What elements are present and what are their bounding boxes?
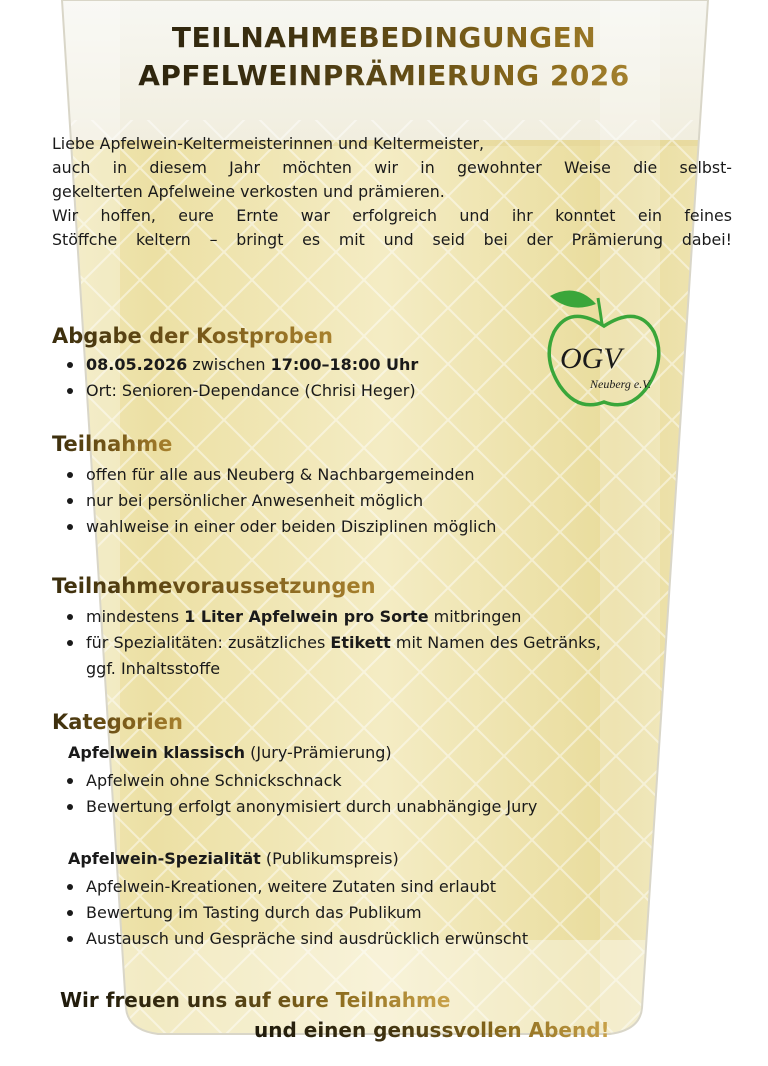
list-item: Bewertung im Tasting durch das Publikum bbox=[64, 900, 528, 926]
abgabe-list bbox=[64, 352, 418, 404]
list-item bbox=[64, 604, 601, 630]
delivery-date: 08.05.2026 bbox=[86, 355, 188, 374]
category-note: (Jury-Prämierung) bbox=[245, 743, 392, 762]
list-item bbox=[64, 630, 601, 682]
list-item: nur bei persönlicher Anwesenheit möglich bbox=[64, 488, 496, 514]
closing-line-2: und einen genussvollen Abend! bbox=[254, 1018, 610, 1042]
requirement-highlight: 1 Liter Apfelwein pro Sorte bbox=[184, 607, 429, 626]
category-klassisch-list bbox=[64, 768, 537, 820]
list-item: Bewertung erfolgt anonymisiert durch unabhängige Jury bbox=[64, 794, 537, 820]
requirement-text: ggf. Inhaltsstoffe bbox=[86, 659, 221, 678]
category-klassisch-title bbox=[68, 740, 392, 766]
category-name: Apfelwein-Spezialität bbox=[68, 849, 261, 868]
delivery-time: 17:00–18:00 Uhr bbox=[270, 355, 419, 374]
intro-text bbox=[52, 132, 732, 252]
intro-line: Liebe Apfelwein-Keltermeisterinnen und Keltermeister, bbox=[52, 134, 485, 153]
logo-subtitle: Neuberg e.V. bbox=[590, 377, 651, 391]
ogv-apple-logo bbox=[540, 284, 672, 416]
intro-line: Stöffche keltern – bringt es mit und seid bei der Prämierung dabei! bbox=[52, 230, 732, 249]
page-title-line-1: TEILNAHMEBEDINGUNGEN bbox=[0, 20, 768, 56]
intro-line: Wir hoffen, eure Ernte war erfolgreich und ihr konntet ein feines bbox=[52, 206, 732, 225]
list-item bbox=[64, 352, 418, 378]
requirement-highlight: Etikett bbox=[330, 633, 391, 652]
section-heading-kategorien: Kategorien bbox=[52, 710, 183, 734]
category-note: (Publikumspreis) bbox=[260, 849, 399, 868]
requirement-text: für Spezialitäten: zusätzliches bbox=[86, 633, 331, 652]
intro-line: auch in diesem Jahr möchten wir in gewohnter Weise die selbst- bbox=[52, 158, 732, 177]
list-item: Ort: Senioren-Dependance (Chrisi Heger) bbox=[64, 378, 418, 404]
requirement-text: mindestens bbox=[86, 607, 185, 626]
requirement-text: mitbringen bbox=[428, 607, 522, 626]
delivery-between: zwischen bbox=[192, 355, 266, 374]
list-item: Apfelwein ohne Schnickschnack bbox=[64, 768, 537, 794]
section-heading-teilnahme: Teilnahme bbox=[52, 432, 173, 456]
list-item: Austausch und Gespräche sind ausdrücklich erwünscht bbox=[64, 926, 528, 952]
intro-line: gekelterten Apfelweine verkosten und prämieren. bbox=[52, 182, 445, 201]
section-heading-abgabe: Abgabe der Kostproben bbox=[52, 324, 333, 348]
requirement-text: mit Namen des Getränks, bbox=[390, 633, 601, 652]
list-item: Apfelwein-Kreationen, weitere Zutaten sind erlaubt bbox=[64, 874, 528, 900]
teilnahme-list bbox=[64, 462, 496, 540]
logo-name: OGV bbox=[560, 342, 622, 375]
category-name: Apfelwein klassisch bbox=[68, 743, 246, 762]
section-heading-voraussetzungen: Teilnahmevoraussetzungen bbox=[52, 574, 376, 598]
closing-line-1: Wir freuen uns auf eure Teilnahme bbox=[60, 988, 451, 1012]
list-item: offen für alle aus Neuberg & Nachbargemeinden bbox=[64, 462, 496, 488]
page-title-line-2: APFELWEINPRÄMIERUNG 2026 bbox=[0, 58, 768, 94]
list-item: wahlweise in einer oder beiden Disziplinen möglich bbox=[64, 514, 496, 540]
voraussetzungen-list bbox=[64, 604, 601, 682]
category-spezialitaet-list bbox=[64, 874, 528, 952]
category-spezialitaet-title bbox=[68, 846, 399, 872]
